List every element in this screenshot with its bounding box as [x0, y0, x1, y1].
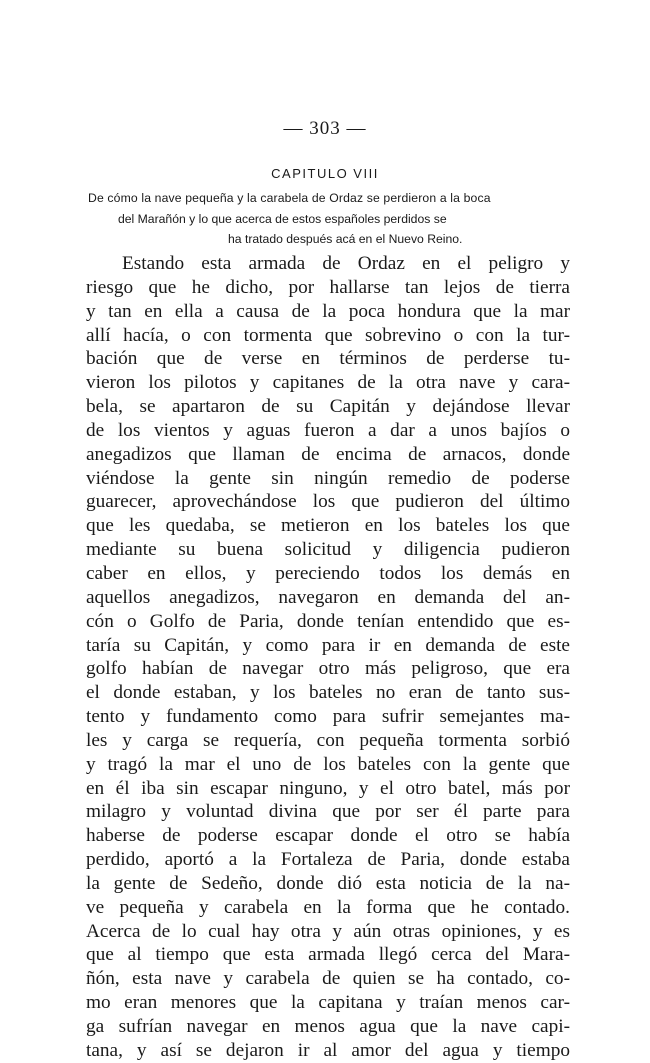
body-line: en él iba sin escapar ninguno, y el otro batel, más por	[86, 777, 570, 799]
body-text	[86, 252, 570, 1063]
body-line: ñón, esta nave y carabela de quien se ha contado, co-	[86, 968, 570, 990]
body-line: que al tiempo que esta armada llegó cerca del Mara-	[86, 944, 570, 966]
body-line: tento y fundamento como para sufrir semejantes ma-	[86, 706, 570, 728]
chapter-summary	[88, 188, 578, 250]
body-line: mo eran menores que la capitana y traían menos car-	[86, 992, 570, 1014]
body-line: Acerca de lo cual hay otra y aún otras opiniones, y es	[86, 920, 570, 942]
body-line: bación que de verse en términos de perderse tu-	[86, 348, 570, 370]
body-line: taría su Capitán, y como para ir en demanda de este	[86, 634, 570, 656]
body-line: y tan en ella a causa de la poca hondura que la mar	[86, 300, 570, 322]
body-line: el donde estaban, y los bateles no eran de tanto sus-	[86, 682, 570, 704]
body-line: cón o Golfo de Paria, donde tenían entendido que es-	[86, 610, 570, 632]
body-line: golfo habían de navegar otro más peligroso, que era	[86, 658, 570, 680]
body-line: de los vientos y aguas fueron a dar a unos bajíos o	[86, 419, 570, 441]
page-number: — 303 —	[283, 118, 367, 139]
body-line: guarecer, aprovechándose los que pudieron del último	[86, 491, 570, 513]
body-line: tana, y así se dejaron ir al amor del agua y tiempo	[86, 1039, 570, 1061]
chapter-title: CAPITULO VIII	[271, 166, 379, 181]
body-line: haberse de poderse escapar donde el otro se había	[86, 825, 570, 847]
summary-line: De cómo la nave pequeña y la carabela de Ordaz se perdieron a la boca	[88, 191, 491, 205]
body-line: la gente de Sedeño, donde dió esta noticia de la na-	[86, 872, 570, 894]
body-line: mediante su buena solicitud y diligencia pudieron	[86, 539, 570, 561]
body-line: caber en ellos, y pereciendo todos los demás en	[86, 562, 570, 584]
body-line: les y carga se requería, con pequeña tormenta sorbió	[86, 729, 570, 751]
body-line: aquellos anegadizos, navegaron en demanda del an-	[86, 586, 570, 608]
summary-line: del Marañón y lo que acerca de estos españoles perdidos se	[118, 211, 447, 226]
body-line: vieron los pilotos y capitanes de la otra nave y cara-	[86, 372, 570, 394]
body-line: riesgo que he dicho, por hallarse tan lejos de tierra	[86, 276, 570, 298]
body-line: anegadizos que llaman de encima de arnacos, donde	[86, 443, 570, 465]
body-line: viéndose la gente sin ningún remedio de poderse	[86, 467, 570, 489]
body-line: milagro y voluntad divina que por ser él parte para	[86, 801, 570, 823]
body-line: allí hacía, o con tormenta que sobrevino o con la tur-	[86, 324, 570, 346]
body-line: bela, se apartaron de su Capitán y dejándose llevar	[86, 396, 570, 418]
body-line: perdido, aportó a la Fortaleza de Paria, donde estaba	[86, 849, 570, 871]
body-line: ve pequeña y carabela en la forma que he contado.	[86, 896, 570, 918]
body-line: que les quedaba, se metieron en los bateles los que	[86, 515, 570, 537]
body-line: y tragó la mar el uno de los bateles con la gente que	[86, 753, 570, 775]
body-line: ga sufrían navegar en menos agua que la nave capi-	[86, 1016, 570, 1037]
summary-line: ha tratado después acá en el Nuevo Reino.	[228, 232, 463, 246]
body-line: Estando esta armada de Ordaz en el peligro y	[122, 253, 570, 274]
